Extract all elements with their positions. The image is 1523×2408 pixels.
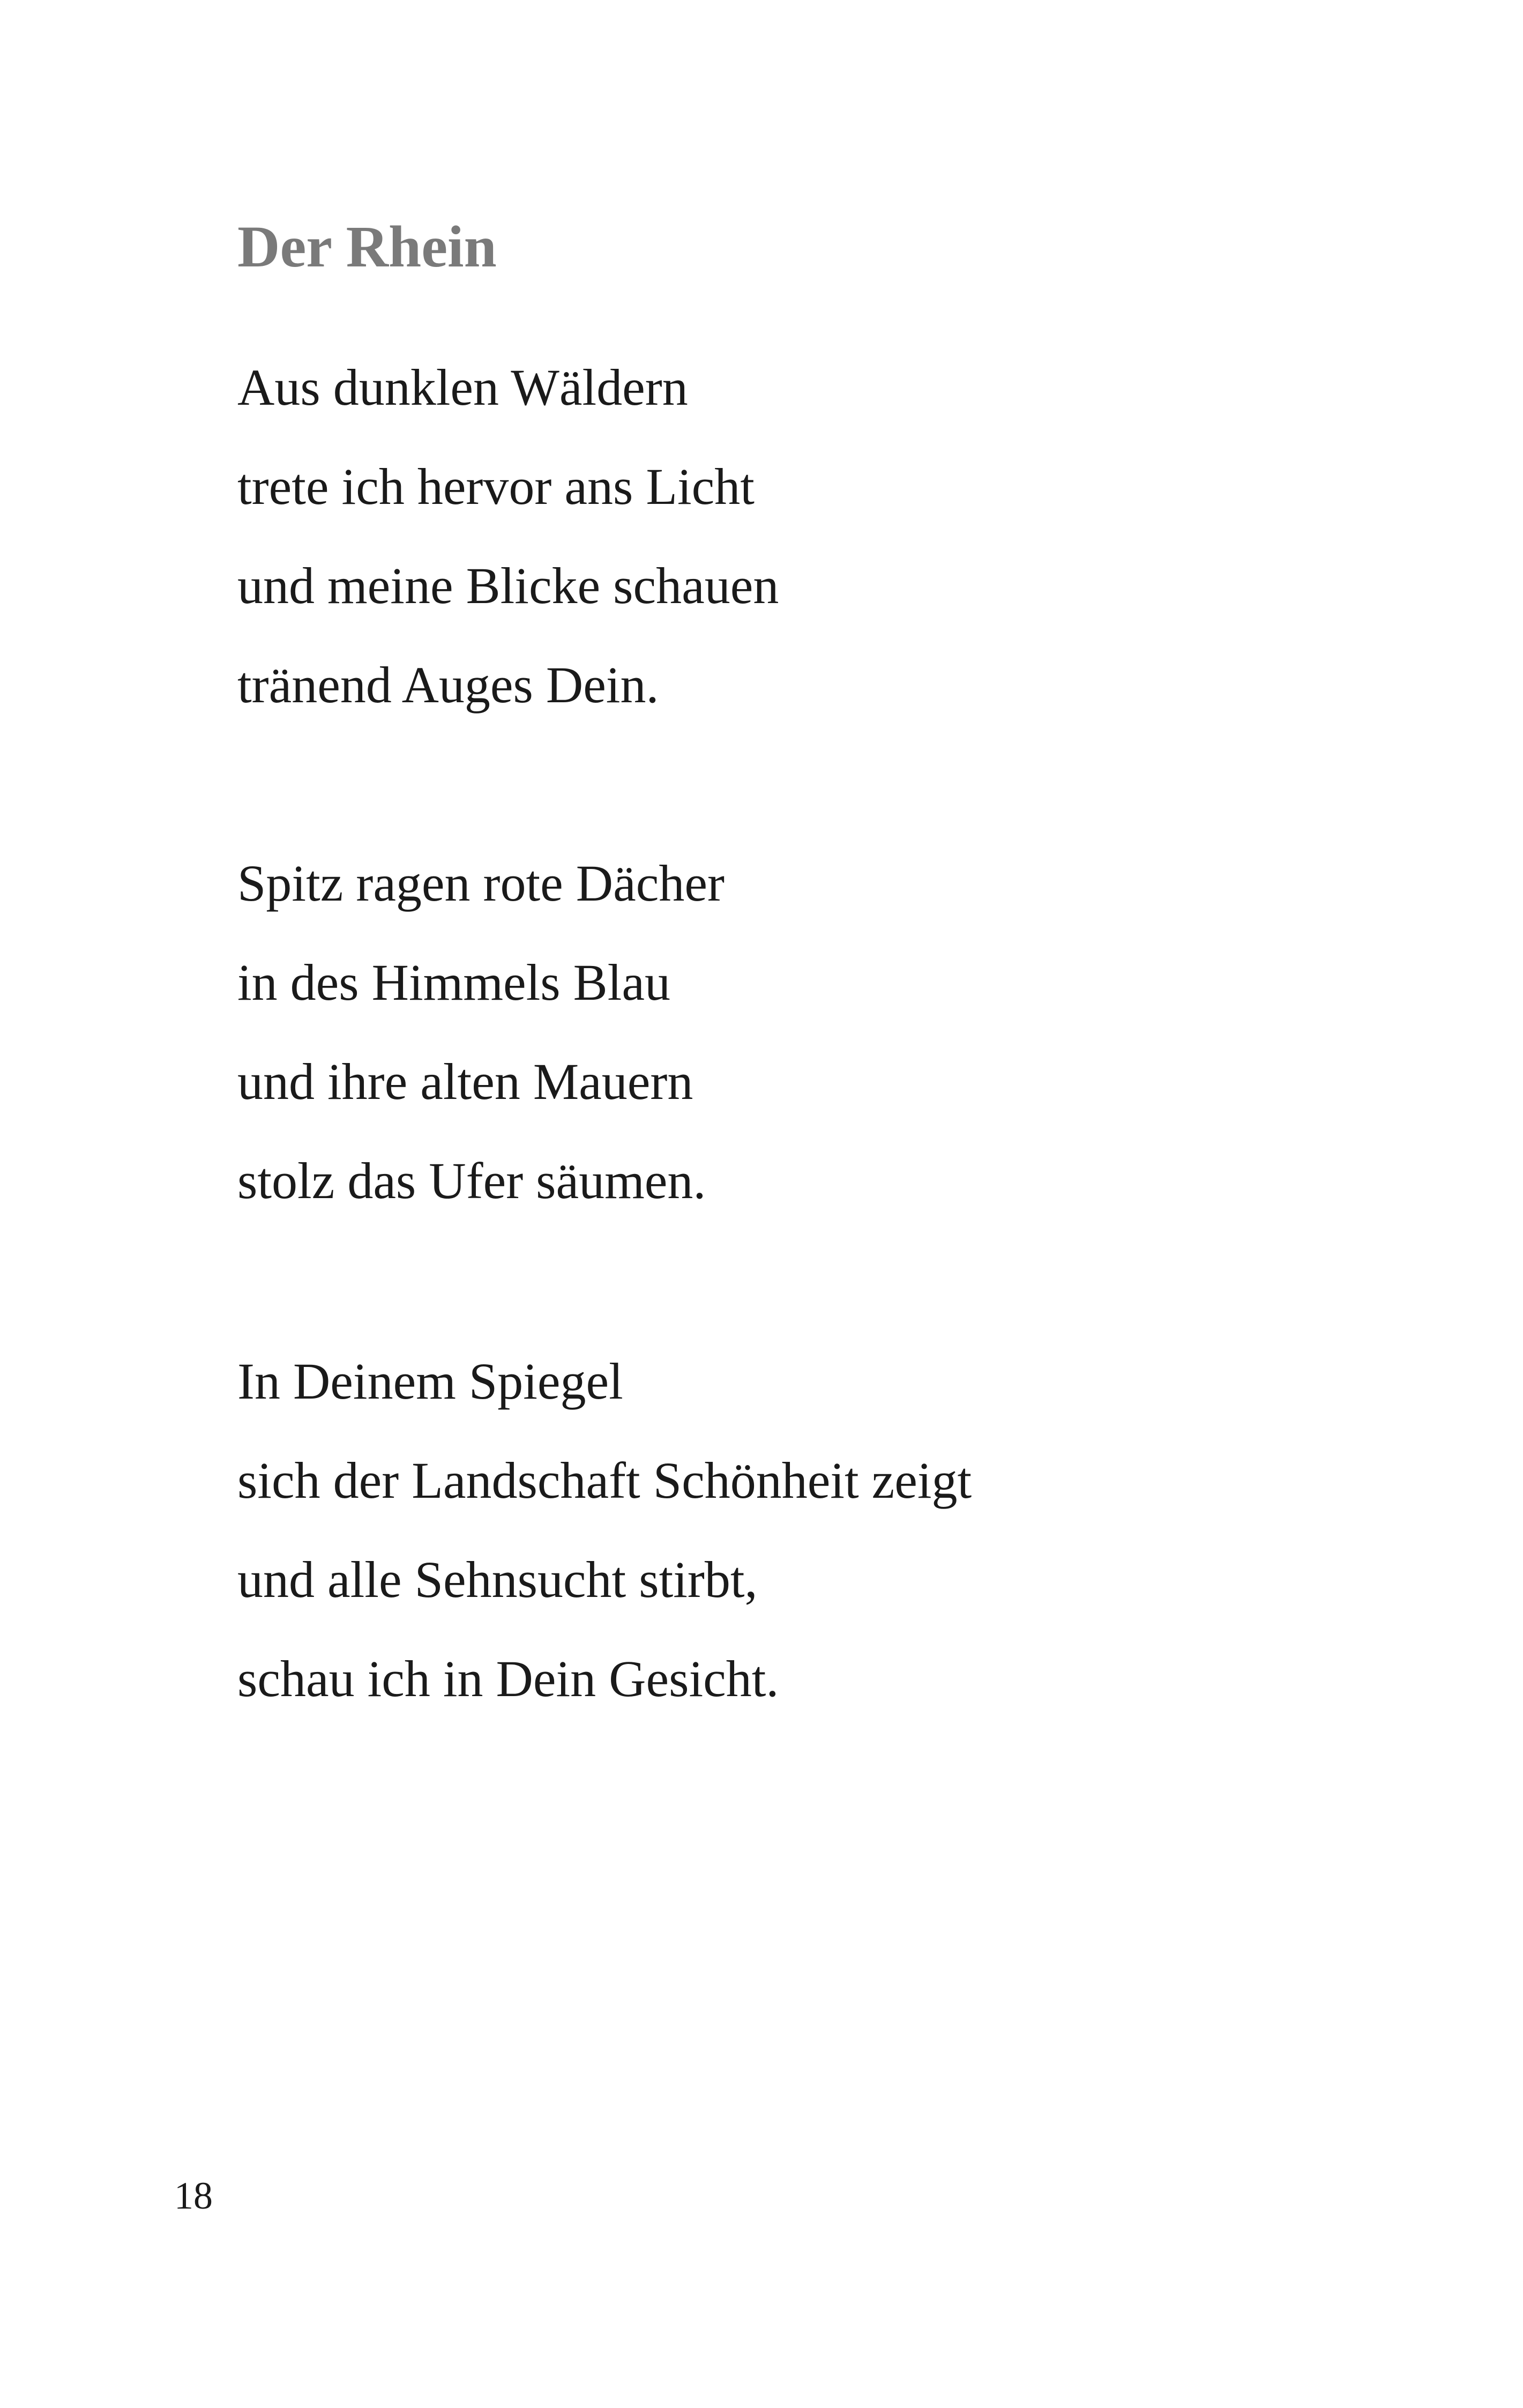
stanza-2: [237, 834, 725, 1230]
poem-line: sich der Landschaft Schönheit zeigt: [237, 1452, 972, 1509]
poem-line: in des Himmels Blau: [237, 954, 670, 1011]
poem-line: und meine Blicke schauen: [237, 557, 779, 614]
poem-title: Der Rhein: [237, 214, 497, 279]
poem-line: und ihre alten Mauern: [237, 1053, 693, 1110]
poem-line: Aus dunklen Wäldern: [237, 359, 688, 416]
poem-line: und alle Sehnsucht stirbt,: [237, 1551, 758, 1608]
poem-line: In Deinem Spiegel: [237, 1352, 623, 1410]
poem-line: trete ich hervor ans Licht: [237, 458, 755, 515]
poem-line: Spitz ragen rote Dächer: [237, 854, 725, 912]
poem-line: stolz das Ufer säumen.: [237, 1152, 706, 1209]
page-number: 18: [174, 2174, 213, 2217]
poem-line: schau ich in Dein Gesicht.: [237, 1650, 779, 1707]
stanza-1: [237, 338, 779, 734]
stanza-3: [237, 1332, 972, 1728]
poem-line: tränend Auges Dein.: [237, 656, 659, 714]
